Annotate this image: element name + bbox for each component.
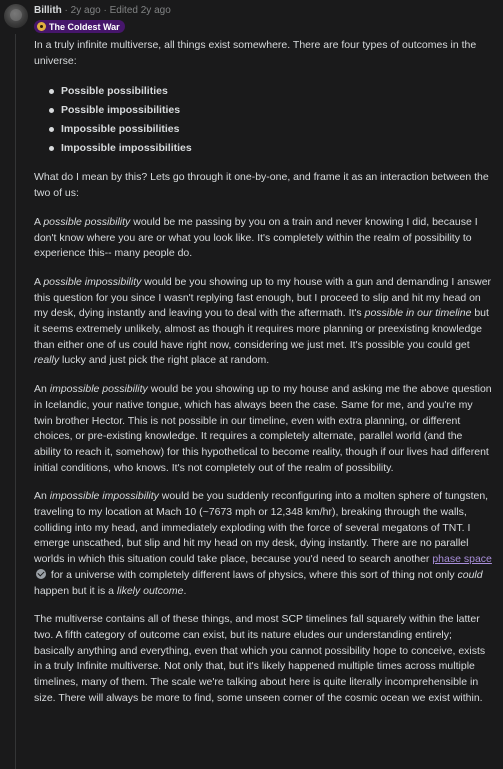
verified-check-icon (36, 569, 46, 579)
paragraph-possible-impossibility: A possible impossibility would be you showing up to my house with a gun and demanding I answer this question for you since I wasn't replying fast enough, but I proceed to slip and hit my head on my desk, dying instantly and leaving you to deal with the aftermath. It's possible in our timeline but it seems extremely unlikely, almost as though it requires more planning or preexisting knowledge than either one of us could have right now, considering we just met. It's possible you could get really lucky and just pick the right place at random. (34, 275, 492, 367)
comment-meta (34, 5, 171, 17)
outcome-list (34, 82, 492, 158)
list-item: Impossible impossibilities (61, 139, 492, 158)
thread-line[interactable] (15, 34, 16, 769)
paragraph-conclusion: The multiverse contains all of these things, and most SCP timelines fall squarely within the latter two. A fifth category of outcome can exist, but its nature eludes our understanding entirely; basically anything and everything, even that which you cannot possibility hope to conceive, exists in a truly Infinite multiverse. Not only that, but it's likely happened multiple times across multiple timelines, many of them. The scale we're talking about here is quite literally incomprehensible in size. There will always be more to find, some unseen corner of the cosmic ocean we exist within. (34, 613, 486, 704)
avatar[interactable] (4, 4, 28, 28)
paragraph-question: What do I mean by this? Lets go through it one-by-one, and frame it as an interaction between the two of us: (34, 171, 489, 200)
username[interactable]: Billith (34, 5, 62, 16)
meta-separator: · (100, 5, 110, 16)
list-item: Possible impossibilities (61, 101, 492, 120)
user-flair (34, 20, 125, 33)
flair-text: The Coldest War (49, 21, 120, 32)
edited-label: Edited 2y ago (109, 5, 171, 16)
paragraph-impossible-possibility: An impossible possibility would be you showing up to my house and asking me the above question in Icelandic, your native tongue, which has always been the case. Same for me, and you're my twin brother Hector. This is not possible in our timeline, even with extra planning, or different choices, or pre-existing knowledge. It requires a completely alternate, parallel world (and the ability to reach it, somehow) for this hypothetical to become reality, though if our lives had different initial conditions, who knows. It's not completely out of the realm of possibility. (34, 383, 492, 474)
phase-space-link[interactable]: phase space (432, 553, 492, 566)
comment-body (34, 38, 492, 720)
paragraph-possible-possibility: A possible possibility would be me passing by you on a train and never knowing I did, because I don't know where you are or what you look like. It's completely within the realm of possibility to experience this-- many people do. (34, 215, 478, 260)
paragraph-intro: In a truly infinite multiverse, all things exist somewhere. There are four types of outcomes in the universe: (34, 39, 477, 67)
meta-separator: · (61, 5, 71, 16)
paragraph-impossible-impossibility: An impossible impossibility would be you suddenly reconfiguring into a molten sphere of tungsten, traveling to my location at Mach 10 (~7673 mph or 12,348 km/hr), breaking through the walls, colliding into my head, and immediately exploding with the force of several megatons of TNT. I emerge unscathed, but slip and hit my head on my desk, dying instantly. There are no parallel worlds in which this situation could take place, because you'd need to search another phase space for a universe with completely different laws of physics, where this sort of thing not only could happen but it is a likely outcome. (34, 490, 492, 597)
list-item: Impossible possibilities (61, 120, 492, 139)
radiation-icon (37, 22, 46, 31)
list-item: Possible possibilities (61, 82, 492, 101)
comment-age[interactable]: 2y ago (70, 5, 101, 16)
